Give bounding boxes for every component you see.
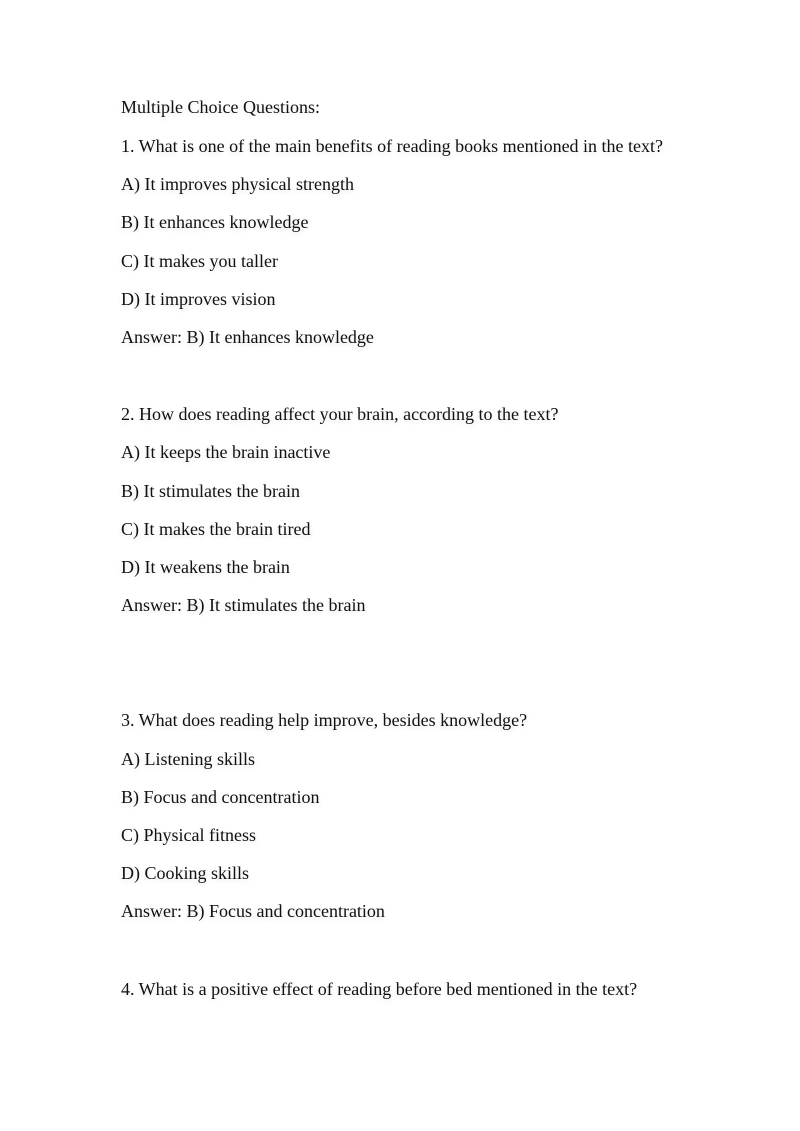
question-1-option-a: A) It improves physical strength [121,174,354,194]
question-1-option-d: D) It improves vision [121,289,276,309]
question-1-option-b: B) It enhances knowledge [121,212,309,232]
question-4-text: 4. What is a positive effect of reading before bed mentioned in the text? [121,979,638,999]
question-3-option-b: B) Focus and concentration [121,787,320,807]
question-1-option-c: C) It makes you taller [121,251,278,271]
question-3-answer: Answer: B) Focus and concentration [121,901,385,921]
question-3-option-a: A) Listening skills [121,749,255,769]
question-2-option-a: A) It keeps the brain inactive [121,442,331,462]
question-2-answer: Answer: B) It stimulates the brain [121,595,366,615]
question-1-answer: Answer: B) It enhances knowledge [121,327,374,347]
question-2-text: 2. How does reading affect your brain, according to the text? [121,404,559,424]
question-3-option-c: C) Physical fitness [121,825,256,845]
question-1-text: 1. What is one of the main benefits of reading books mentioned in the text? [121,136,664,156]
document-heading: Multiple Choice Questions: [121,97,320,117]
question-2-option-d: D) It weakens the brain [121,557,290,577]
question-2-option-b: B) It stimulates the brain [121,481,300,501]
question-2-option-c: C) It makes the brain tired [121,519,311,539]
question-3-option-d: D) Cooking skills [121,863,250,883]
question-3-text: 3. What does reading help improve, besides knowledge? [121,710,528,730]
